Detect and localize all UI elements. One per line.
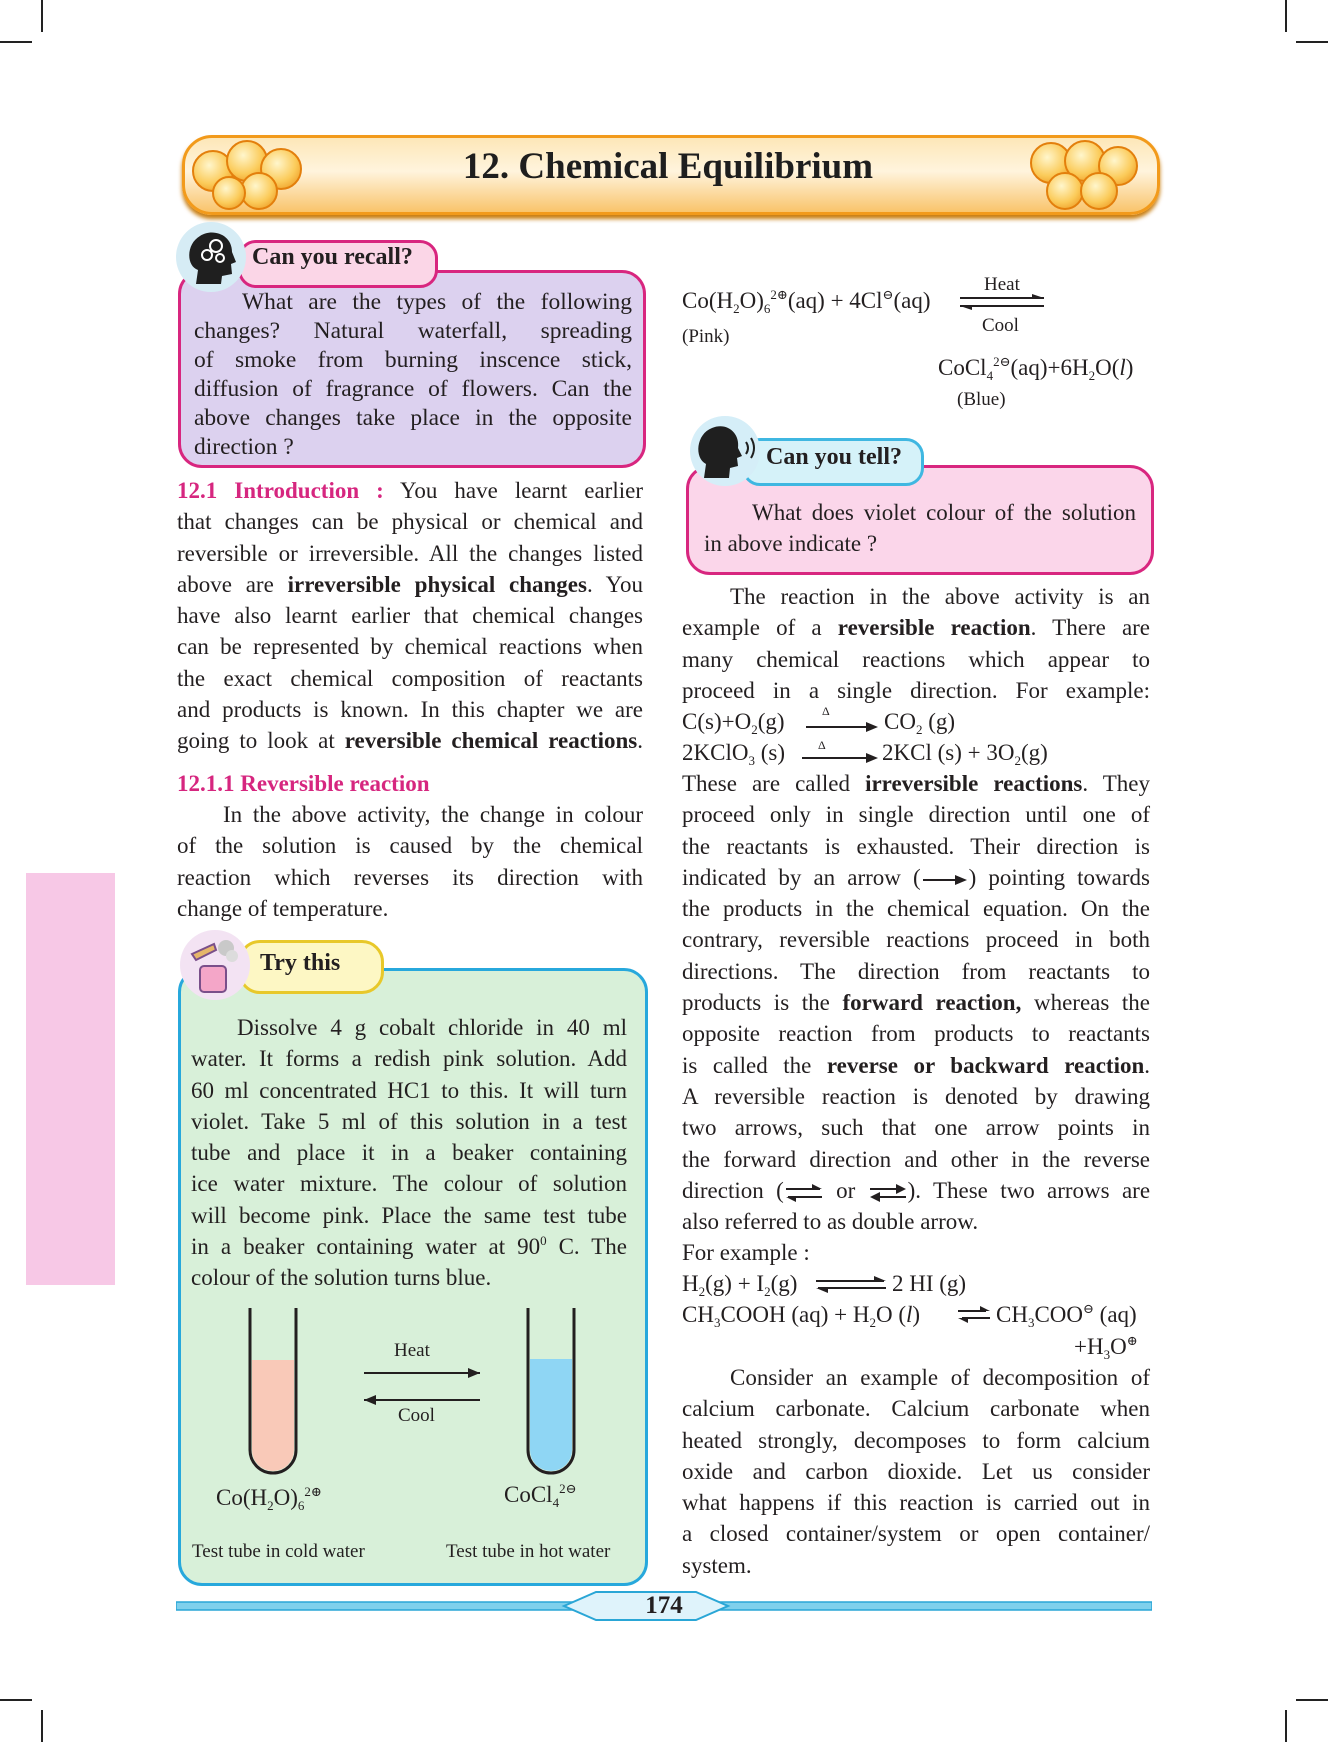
chlorate-product — [882, 737, 1048, 768]
crop-mark — [1285, 0, 1287, 32]
delta-symbol: Δ — [822, 704, 830, 718]
reversible-text — [177, 799, 643, 924]
crop-mark — [1296, 41, 1328, 43]
text-line: direction ? — [194, 434, 294, 460]
text-line: Dissolve 4 g cobalt chloride in 40 ml — [237, 1015, 627, 1040]
acetic-acid-equation — [682, 1299, 920, 1330]
cobalt-product — [938, 355, 1133, 381]
text-line: proceed in a single direction. For example: — [682, 677, 1150, 703]
text-line: A reversible reaction is denoted by drawing — [682, 1083, 1150, 1109]
text-run: ). These two arrows are — [907, 1177, 1151, 1203]
irreversible-explanation — [682, 768, 1150, 1269]
reverse-arrowhead — [364, 1395, 376, 1405]
text-line: two arrows, such that one arrow points in — [682, 1115, 1150, 1141]
test-tube-diagram — [240, 1300, 600, 1480]
hydronium-product — [1074, 1331, 1138, 1362]
reversible-explanation — [682, 581, 1150, 706]
text-line: that changes can be physical or chemical and — [177, 509, 643, 535]
text-line: of smoke from burning inscence stick, — [194, 347, 632, 373]
formula-part: O( — [1095, 355, 1120, 380]
reversible-heading: 12.1.1 Reversible reaction — [177, 771, 430, 796]
text-line: ice water mixture. The colour of solution — [191, 1171, 627, 1197]
text-line: the exact chemical composition of reactants — [177, 665, 643, 691]
forward-arrow — [806, 726, 872, 728]
subscript: 2 — [764, 1284, 771, 1299]
bold-term: irreversible reactions — [865, 771, 1083, 796]
text-line: will become pink. Place the same test tube — [191, 1202, 627, 1228]
crop-mark — [0, 1699, 32, 1701]
formula-part: CoCl — [504, 1482, 553, 1507]
cold-caption: Test tube in cold water — [192, 1541, 365, 1562]
equilibrium-arrow — [956, 1306, 992, 1324]
text-run: You have learnt earlier — [400, 478, 643, 503]
text-run: whereas the — [1021, 990, 1151, 1016]
subscript: 2 — [267, 1498, 274, 1513]
formula-part: (g) — [922, 709, 956, 734]
forward-arrow — [802, 757, 870, 759]
text-run: direction ( — [682, 1177, 784, 1203]
text-line: can be represented by chemical reactions when — [177, 634, 643, 660]
carbon-equation — [682, 706, 785, 737]
formula-part: CH — [996, 1302, 1028, 1327]
text-line: a closed container/system or open container/ — [682, 1521, 1150, 1547]
subscript: 3 — [1103, 1347, 1111, 1362]
arrowhead — [866, 721, 878, 733]
formula-part: (aq)+6H — [1010, 355, 1089, 380]
try-this-title: Try this — [260, 950, 341, 976]
delta-symbol: Δ — [818, 738, 826, 752]
text-line: directions. The direction from reactants to — [682, 958, 1150, 984]
text-line: change of temperature. — [177, 895, 389, 921]
forward-arrowhead — [468, 1368, 480, 1378]
text-run: C. The — [546, 1234, 627, 1260]
subscript: 3 — [713, 1315, 721, 1330]
text-line: of the solution is caused by the chemical — [177, 833, 643, 859]
text-line: 60 ml concentrated HC1 to this. It will turn — [191, 1077, 627, 1103]
lab-flask-icon — [180, 930, 250, 1000]
tell-title: Can you tell? — [766, 444, 903, 470]
heat-label: Heat — [394, 1340, 430, 1361]
text-line: oxide and carbon dioxide. Let us consider — [682, 1458, 1150, 1484]
text-line: changes? Natural waterfall, spreading — [194, 318, 632, 344]
subscript: 2 — [733, 301, 740, 316]
text-line: For example : — [682, 1240, 810, 1266]
text-line: proceed only in single direction until one of — [682, 802, 1150, 828]
formula-part: Co(H — [216, 1485, 268, 1510]
formula-part: H — [682, 1271, 699, 1296]
text-line: diffusion of fragrance of flowers. Can the — [194, 376, 632, 402]
formula-part: l — [1119, 355, 1126, 380]
subscript: 2 — [869, 1315, 876, 1330]
text-line: the products in the chemical equation. On the — [682, 896, 1150, 922]
text-line: opposite reaction from products to reactants — [682, 1021, 1150, 1047]
text-line: colour of the solution turns blue. — [191, 1265, 492, 1291]
text-line: What does violet colour of the solution — [752, 500, 1136, 525]
text-line: also referred to as double arrow. — [682, 1209, 979, 1235]
text-line: In the above activity, the change in colour — [223, 802, 643, 827]
equilibrium-arrow — [956, 293, 1048, 313]
formula-part: O — [1110, 1334, 1127, 1359]
double-arrow-full-icon — [868, 1183, 908, 1203]
subscript: 3 — [1027, 1315, 1035, 1330]
text-line: tube and place it in a beaker containing — [191, 1140, 627, 1166]
calcium-carbonate-paragraph — [682, 1362, 1150, 1581]
recall-text — [194, 288, 632, 462]
text-run: or — [836, 1177, 856, 1203]
formula-part: O ( — [875, 1302, 907, 1327]
formula-part: ) — [1125, 355, 1134, 380]
crop-mark — [41, 0, 43, 32]
crop-mark — [0, 41, 32, 43]
cold-formula — [216, 1485, 322, 1511]
cool-label: Cool — [982, 315, 1019, 336]
subscript: 6 — [297, 1498, 305, 1513]
formula-part: Co(H — [682, 288, 734, 313]
formula-part: C(s)+O — [682, 709, 752, 734]
superscript: 2⊕ — [770, 287, 788, 302]
chlorate-equation — [682, 737, 785, 768]
formula-part: CO — [884, 709, 916, 734]
formula-part: 2KClO — [682, 740, 749, 765]
formula-part: CH — [682, 1302, 714, 1327]
introduction-section — [177, 475, 643, 757]
text-line: contrary, reversible reactions proceed in both — [682, 927, 1150, 953]
text-run: . There are — [1030, 615, 1151, 641]
formula-part: (g) — [757, 709, 785, 734]
formula-part: l — [906, 1302, 913, 1327]
text-line: reaction which reverses its direction with — [177, 864, 643, 890]
crop-mark — [1296, 1699, 1328, 1701]
text-run: is called the — [682, 1052, 812, 1078]
hot-caption: Test tube in hot water — [446, 1541, 611, 1562]
text-line: Consider an example of decomposition of — [730, 1365, 1150, 1390]
text-line: the reactants is exhausted. Their direction is — [682, 833, 1150, 859]
formula-part: +H — [1074, 1334, 1104, 1359]
text-line: in above indicate ? — [704, 531, 878, 557]
text-line: and products is known. In this chapter we are — [177, 697, 643, 723]
carbon-product — [884, 706, 955, 737]
crop-mark — [41, 1710, 43, 1742]
acetate-product — [996, 1299, 1137, 1330]
bold-term: forward reaction, — [842, 990, 1022, 1016]
formula-part: (g) — [770, 1271, 798, 1296]
text-line: have also learnt earlier that chemical changes — [177, 603, 643, 629]
text-run: . — [1144, 1052, 1150, 1078]
formula-part: 2KCl (s) + 3O — [882, 740, 1015, 765]
superscript: 2⊖ — [559, 1481, 577, 1496]
cold-tube-liquid — [252, 1360, 294, 1471]
subscript: 6 — [763, 301, 771, 316]
heat-label: Heat — [984, 274, 1020, 295]
formula-part: CoCl — [938, 355, 987, 380]
text-line: What are the types of the following — [242, 289, 632, 315]
intro-heading: 12.1 Introduction : — [177, 478, 384, 503]
arrowhead — [866, 752, 878, 764]
superscript: ⊕ — [1126, 1333, 1138, 1348]
text-run: These are called — [682, 771, 850, 796]
cobalt-equation — [682, 288, 930, 314]
text-run: . They — [1082, 771, 1151, 796]
text-run: indicated by an arrow ( — [682, 864, 921, 890]
text-line: heated strongly, decomposes to form calcium — [682, 1427, 1150, 1453]
formula-part: COOH (aq) + H — [720, 1302, 870, 1327]
page-number: 174 — [645, 1592, 683, 1619]
formula-part: (aq) + 4Cl — [787, 288, 883, 313]
subscript: 2 — [698, 1284, 706, 1299]
text-line: many chemical reactions which appear to — [682, 646, 1150, 672]
formula-part: (s) — [754, 740, 785, 765]
formula-part: (g) + I — [705, 1271, 765, 1296]
text-run: . — [637, 728, 643, 754]
double-arrow-icon — [784, 1183, 824, 1203]
text-run: ) pointing towards — [968, 864, 1150, 890]
text-run: example of a — [682, 615, 822, 641]
recall-title: Can you recall? — [252, 244, 413, 270]
chapter-title: 12. Chemical Equilibrium — [462, 146, 874, 187]
formula-part: (g) — [1020, 740, 1048, 765]
subscript: 2 — [1088, 368, 1096, 383]
text-line: system. — [682, 1552, 752, 1578]
formula-part: ) — [912, 1302, 921, 1327]
formula-part: COO — [1034, 1302, 1084, 1327]
formula-part: (aq) — [893, 288, 931, 313]
bold-term: reversible reaction — [837, 615, 1031, 641]
text-run: products is the — [682, 990, 830, 1016]
text-run: above are — [177, 571, 274, 597]
superscript: 0 — [540, 1233, 547, 1249]
text-line: The reaction in the above activity is an — [730, 584, 1150, 609]
superscript: 2⊖ — [993, 354, 1011, 369]
head-gears-icon — [176, 222, 246, 292]
side-tab-marker — [26, 873, 115, 1285]
text-line: reversible or irreversible. All the changes listed — [177, 540, 643, 566]
formula-part: O) — [739, 288, 764, 313]
text-line: above changes take place in the opposite — [194, 405, 632, 431]
text-line: the forward direction and other in the reverse — [682, 1146, 1150, 1172]
bold-term: reverse or backward reaction — [826, 1052, 1145, 1078]
subscript: 2 — [751, 722, 758, 737]
text-line: what happens if this reaction is carried out in — [682, 1490, 1150, 1516]
formula-part: O) — [273, 1485, 298, 1510]
pink-label: (Pink) — [682, 326, 730, 347]
crop-mark — [1285, 1710, 1287, 1742]
text-run: in a beaker containing water at 90 — [191, 1234, 541, 1260]
hydrogen-iodide-product: 2 HI (g) — [892, 1271, 967, 1296]
subscript: 2 — [915, 722, 923, 737]
subscript: 2 — [1014, 753, 1021, 768]
hydrogen-iodide-equation — [682, 1268, 797, 1299]
superscript: ⊖ — [882, 287, 894, 302]
subscript: 4 — [552, 1495, 560, 1510]
subscript: 3 — [748, 753, 755, 768]
bold-term: reversible chemical reactions — [344, 728, 638, 754]
hot-formula — [504, 1482, 576, 1508]
formula-part: (aq) — [1093, 1302, 1137, 1327]
subscript: 4 — [986, 368, 994, 383]
single-arrow-icon — [921, 873, 969, 887]
cool-label: Cool — [398, 1405, 435, 1426]
text-line: calcium carbonate. Calcium carbonate when — [682, 1396, 1150, 1422]
try-this-text — [191, 1012, 627, 1294]
blue-label: (Blue) — [957, 389, 1006, 410]
text-run: . You — [586, 571, 643, 597]
text-line: water. It forms a redish pink solution. Add — [191, 1046, 627, 1072]
superscript: 2⊕ — [304, 1484, 322, 1499]
bold-term: irreversible physical changes — [287, 571, 587, 597]
tell-text — [704, 497, 1136, 560]
hot-tube-liquid — [530, 1359, 572, 1471]
text-run: going to look at — [177, 728, 335, 754]
equilibrium-arrow — [814, 1276, 888, 1294]
text-line: violet. Take 5 ml of this solution in a test — [191, 1108, 627, 1134]
superscript: ⊖ — [1083, 1301, 1094, 1316]
speaking-head-icon — [690, 416, 760, 486]
